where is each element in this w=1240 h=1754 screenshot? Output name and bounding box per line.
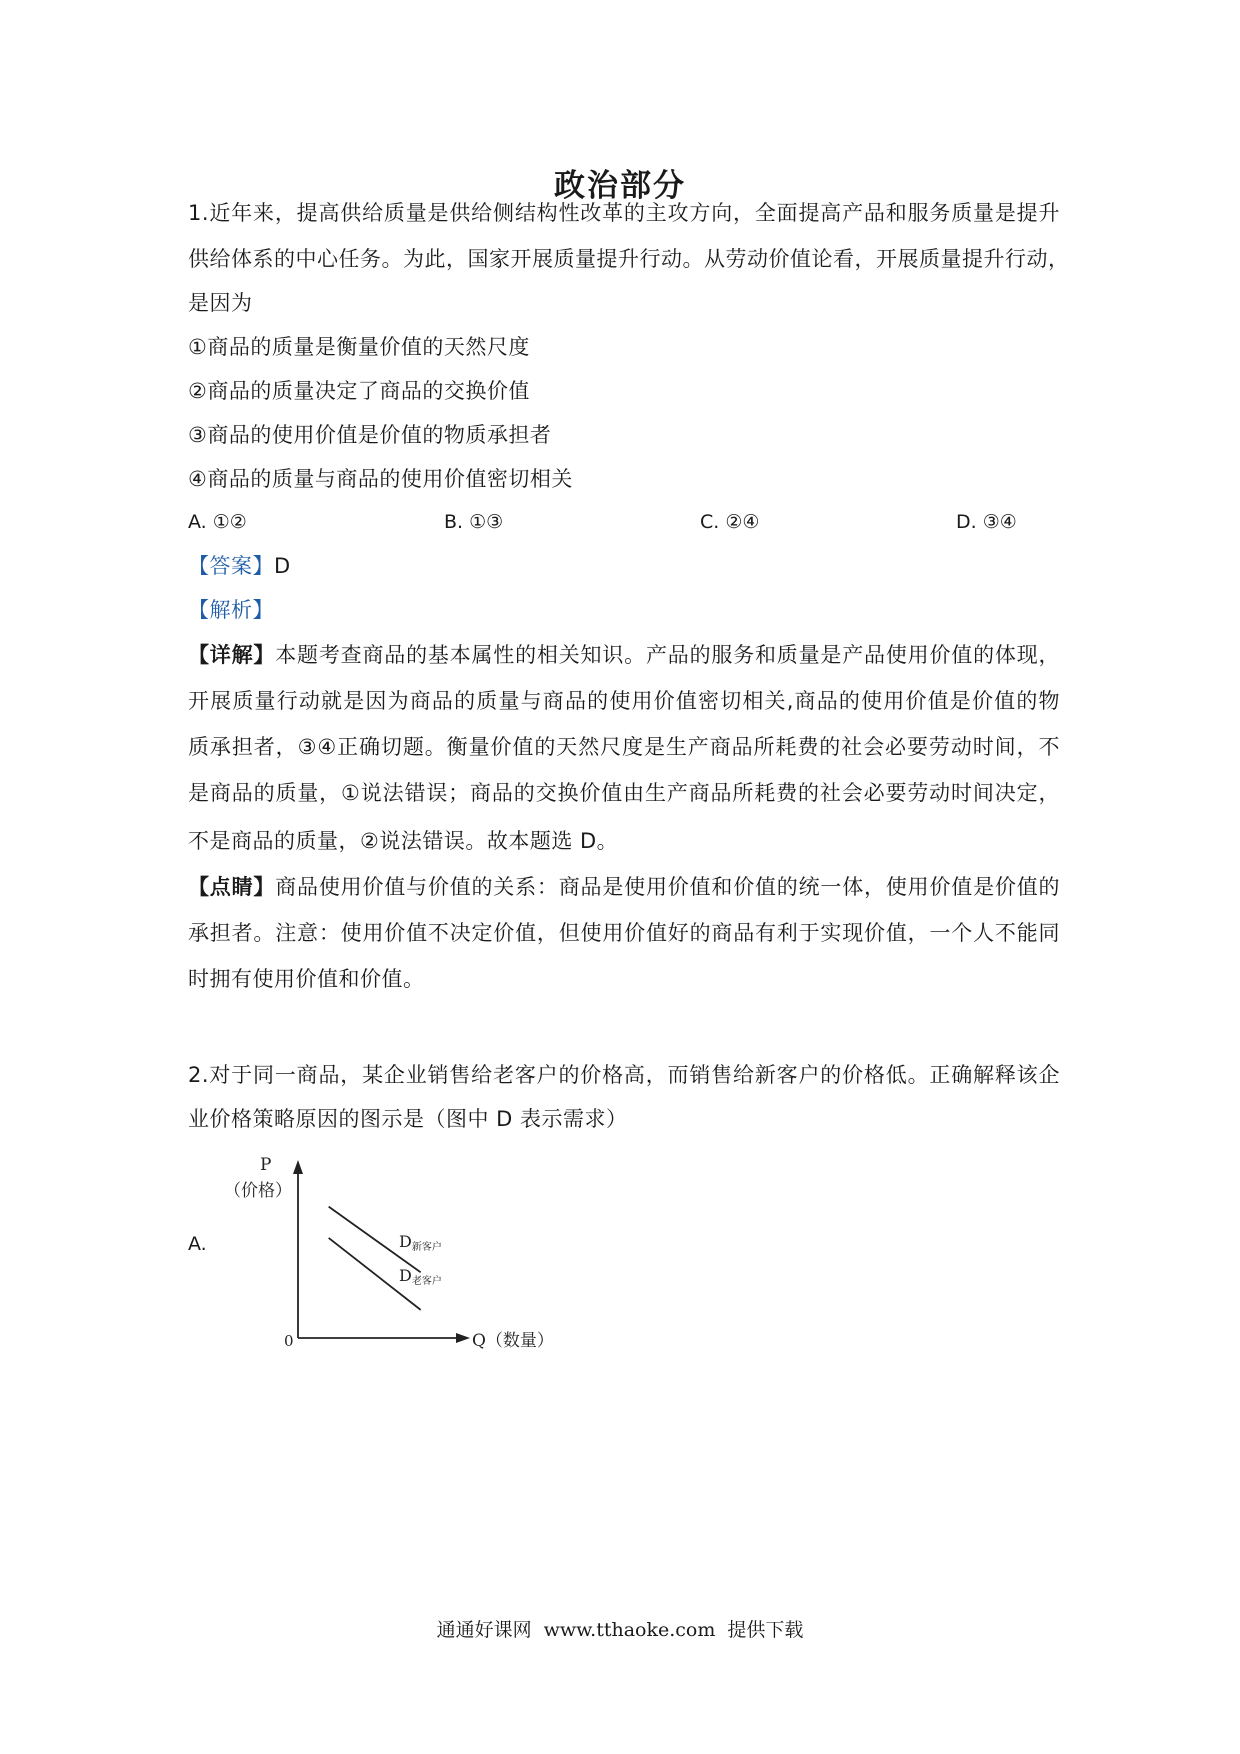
q1-tip-line-1 bbox=[188, 872, 1060, 902]
q1-stem-line-3: 是因为 bbox=[188, 291, 253, 315]
curve-upper-d: D bbox=[399, 1232, 412, 1251]
q1-detail-line-2: 开展质量行动就是因为商品的质量与商品的使用价值密切相关,商品的使用价值是价值的物 bbox=[188, 689, 1060, 713]
detail-text-1: 本题考查商品的基本属性的相关知识。产品的服务和质量是产品使用价值的体现， bbox=[275, 643, 1061, 667]
curve-label-upper bbox=[399, 1232, 442, 1253]
x-axis-arrow bbox=[456, 1333, 470, 1343]
y-axis-symbol: P bbox=[260, 1155, 272, 1175]
x-axis-label: Q（数量） bbox=[472, 1331, 554, 1351]
q1-option-c: C. ②④ bbox=[700, 511, 760, 533]
detail-tag: 【详解】 bbox=[188, 643, 276, 667]
q1-detail-line-3: 质承担者，③④正确切题。衡量价值的天然尺度是生产商品所耗费的社会必要劳动时间，不 bbox=[188, 735, 1060, 759]
q1-detail-line-5: 不是商品的质量，②说法错误。故本题选 D。 bbox=[188, 829, 619, 853]
curve-lower-d: D bbox=[399, 1266, 412, 1285]
footer-url[interactable]: www.tthaoke.com bbox=[543, 1619, 716, 1641]
q1-statement-3: ③商品的使用价值是价值的物质承担者 bbox=[188, 423, 552, 447]
q1-tip-line-3: 时拥有使用价值和价值。 bbox=[188, 967, 425, 991]
q1-detail-line-1 bbox=[188, 640, 1060, 670]
footer-site-name: 通通好课网 bbox=[436, 1619, 532, 1641]
q1-option-b: B. ①③ bbox=[444, 511, 504, 533]
q1-tip-line-2: 承担者。注意：使用价值不决定价值，但使用价值好的商品有利于实现价值，一个人不能同 bbox=[188, 921, 1060, 945]
answer-tag: 【答案】 bbox=[188, 554, 274, 578]
q2-option-a-label: A. bbox=[188, 1233, 207, 1255]
q2-stem-line-1: 2.对于同一商品，某企业销售给老客户的价格高，而销售给新客户的价格低。正确解释该企 bbox=[188, 1063, 1060, 1087]
page-footer bbox=[0, 1615, 1240, 1642]
curve-upper-sub: 新客户 bbox=[411, 1242, 442, 1253]
analysis-tag: 【解析】 bbox=[188, 598, 274, 622]
curve-lower-sub: 老客户 bbox=[411, 1276, 442, 1287]
q1-answer bbox=[188, 551, 291, 581]
origin-label: 0 bbox=[284, 1332, 294, 1350]
q1-option-a: A. ①② bbox=[188, 511, 247, 533]
q1-statement-4: ④商品的质量与商品的使用价值密切相关 bbox=[188, 467, 573, 491]
y-axis-arrow bbox=[293, 1160, 303, 1174]
footer-download: 提供下载 bbox=[727, 1619, 804, 1641]
tip-tag: 【点睛】 bbox=[188, 875, 276, 899]
q1-statement-1: ①商品的质量是衡量价值的天然尺度 bbox=[188, 335, 530, 359]
answer-value: D bbox=[274, 554, 291, 578]
q1-option-d: D. ③④ bbox=[956, 511, 1017, 533]
q1-stem-line-2: 供给体系的中心任务。为此，国家开展质量提升行动。从劳动价值论看，开展质量提升行动， bbox=[188, 247, 1070, 271]
page-title: 政治部分 bbox=[554, 168, 686, 204]
curve-label-lower bbox=[399, 1266, 442, 1287]
q1-stem-line-1: 1.近年来，提高供给质量是供给侧结构性改革的主攻方向，全面提高产品和服务质量是提升 bbox=[188, 201, 1060, 225]
q1-detail-line-4: 是商品的质量，①说法错误；商品的交换价值由生产商品所耗费的社会必要劳动时间决定， bbox=[188, 781, 1060, 805]
demand-chart bbox=[224, 1148, 558, 1351]
q2-stem-line-2: 业价格策略原因的图示是（图中 D 表示需求） bbox=[188, 1107, 628, 1131]
y-axis-label: （价格） bbox=[224, 1181, 292, 1201]
tip-text-1: 商品使用价值与价值的关系：商品是使用价值和价值的统一体，使用价值是价值的 bbox=[275, 875, 1061, 899]
q1-statement-2: ②商品的质量决定了商品的交换价值 bbox=[188, 379, 530, 403]
